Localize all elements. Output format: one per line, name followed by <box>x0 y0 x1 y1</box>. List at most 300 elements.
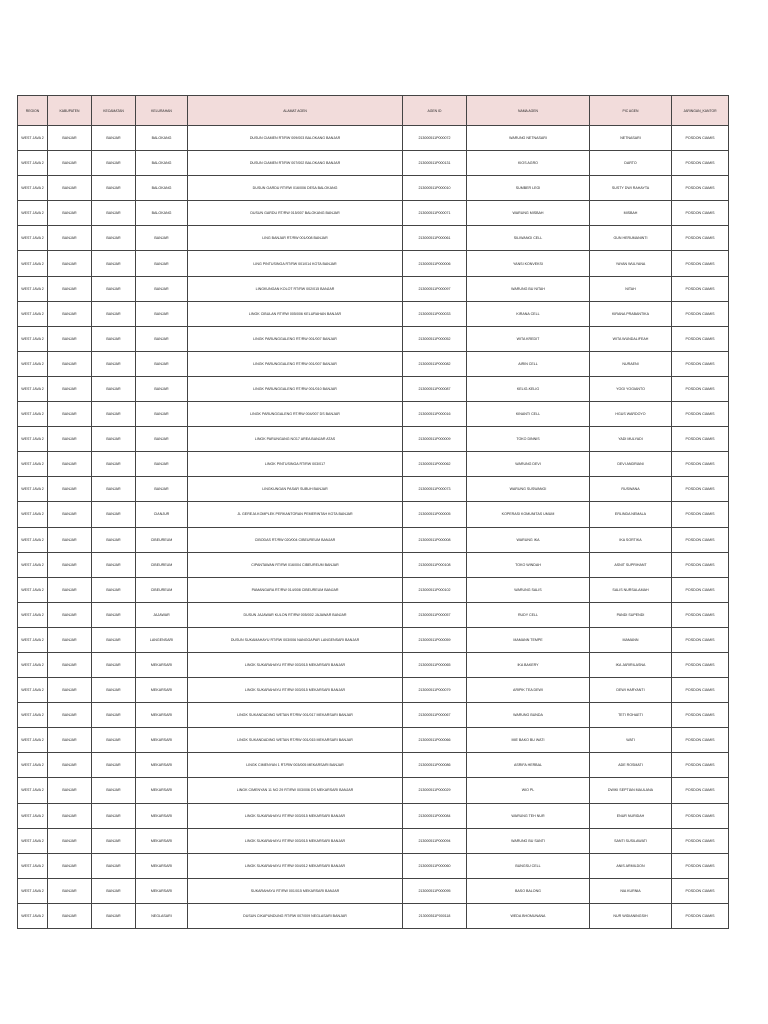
kabupaten-cell: BANJAR <box>48 803 92 828</box>
column-header: NAMA AGEN <box>467 96 590 126</box>
table-row <box>18 427 729 452</box>
table-row <box>18 376 729 401</box>
column-header: JARINGAN_KANTOR <box>672 96 729 126</box>
jaringan-kantor-cell: POSDON CIAMIS <box>672 903 729 928</box>
agen-id-cell: 213000511P000118 <box>403 903 467 928</box>
agen-id-cell: 213000511P000082 <box>403 351 467 376</box>
nama-agen-cell: BASO BALONG <box>467 878 590 903</box>
agen-id-cell: 213000511P000062 <box>403 452 467 477</box>
nama-agen-cell: KIOS AGRO <box>467 151 590 176</box>
kecamatan-cell: BANJAR <box>92 577 136 602</box>
table-row <box>18 878 729 903</box>
table-row <box>18 452 729 477</box>
kabupaten-cell: BANJAR <box>48 276 92 301</box>
kabupaten-cell: BANJAR <box>48 477 92 502</box>
region-cell: WEST JAVA 2 <box>18 477 48 502</box>
region-cell: WEST JAVA 2 <box>18 376 48 401</box>
kelurahan-cell: MEKARSARI <box>136 678 188 703</box>
pic-agen-cell: ENUR NURIDAH <box>590 803 672 828</box>
kecamatan-cell: BANJAR <box>92 803 136 828</box>
column-header: REGION <box>18 96 48 126</box>
table-row <box>18 201 729 226</box>
kecamatan-cell: BANJAR <box>92 728 136 753</box>
kecamatan-cell: BANJAR <box>92 201 136 226</box>
kabupaten-cell: BANJAR <box>48 728 92 753</box>
alamat-cell: DUSUN CIAMEN RT/RW 007/002 BALOKANG BANJAR <box>188 151 403 176</box>
jaringan-kantor-cell: POSDON CIAMIS <box>672 728 729 753</box>
region-cell: WEST JAVA 2 <box>18 703 48 728</box>
table-row <box>18 652 729 677</box>
alamat-cell: SUKARAHAYU RT/RW 001/015 MEKARSARI BANJAR <box>188 878 403 903</box>
nama-agen-cell: BUNGSU CELL <box>467 853 590 878</box>
kelurahan-cell: MEKARSARI <box>136 803 188 828</box>
jaringan-kantor-cell: POSDON CIAMIS <box>672 778 729 803</box>
kelurahan-cell: MEKARSARI <box>136 728 188 753</box>
kecamatan-cell: BANJAR <box>92 326 136 351</box>
table-row <box>18 678 729 703</box>
region-cell: WEST JAVA 2 <box>18 502 48 527</box>
kecamatan-cell: BANJAR <box>92 552 136 577</box>
alamat-cell: DUSUN CIKAPUNDUNG RT/RW 007/009 NEGLASARI BANJAR <box>188 903 403 928</box>
column-header: AGEN ID <box>403 96 467 126</box>
kecamatan-cell: BANJAR <box>92 452 136 477</box>
kecamatan-cell: BANJAR <box>92 703 136 728</box>
agen-id-cell: 213000511P000108 <box>403 552 467 577</box>
jaringan-kantor-cell: POSDON CIAMIS <box>672 878 729 903</box>
alamat-cell: CIBODAS RT/RW 020/004 CIBEUREUM BANJAR <box>188 527 403 552</box>
nama-agen-cell: WARUNG BUNDA <box>467 703 590 728</box>
nama-agen-cell: WARUNG DEVI <box>467 452 590 477</box>
table-row <box>18 326 729 351</box>
table-body <box>18 126 729 929</box>
kelurahan-cell: MEKARSARI <box>136 778 188 803</box>
nama-agen-cell: WARUNG SUSWANGI <box>467 477 590 502</box>
pic-agen-cell: YADI MULYADI <box>590 427 672 452</box>
agen-id-cell: 213000511P000073 <box>403 477 467 502</box>
nama-agen-cell: WARUNG MISBAH <box>467 201 590 226</box>
kelurahan-cell: BALOKANG <box>136 151 188 176</box>
pic-agen-cell: SUSTY DWI RAHAYTA <box>590 176 672 201</box>
kecamatan-cell: BANJAR <box>92 753 136 778</box>
nama-agen-cell: ARIPIK TEA DEWI <box>467 678 590 703</box>
kabupaten-cell: BANJAR <box>48 226 92 251</box>
nama-agen-cell: WARUNG BU SANTI <box>467 828 590 853</box>
kabupaten-cell: BANJAR <box>48 828 92 853</box>
agen-id-cell: 213000511P000059 <box>403 627 467 652</box>
jaringan-kantor-cell: POSDON CIAMIS <box>672 301 729 326</box>
kelurahan-cell: BANJAR <box>136 376 188 401</box>
agen-id-cell: 213000511P000052 <box>403 326 467 351</box>
column-header: KECAMATAN <box>92 96 136 126</box>
pic-agen-cell: ERLINDA NEMALA <box>590 502 672 527</box>
kecamatan-cell: BANJAR <box>92 853 136 878</box>
nama-agen-cell: KINANTI CELL <box>467 402 590 427</box>
region-cell: WEST JAVA 2 <box>18 627 48 652</box>
kabupaten-cell: BANJAR <box>48 376 92 401</box>
pic-agen-cell: TETI ROHAETI <box>590 703 672 728</box>
kecamatan-cell: BANJAR <box>92 126 136 151</box>
kelurahan-cell: BANJAR <box>136 402 188 427</box>
alamat-cell: LINGK CIMENYAN 1 RT/RW 003/005 MEKARSARI BANJAR <box>188 753 403 778</box>
kabupaten-cell: BANJAR <box>48 176 92 201</box>
alamat-cell: LINGK PARUNGGALENG RT/RW 004/007 DS BANJAR <box>188 402 403 427</box>
agen-id-cell: 213000511P000087 <box>403 376 467 401</box>
pic-agen-cell: IKA SORTIKA <box>590 527 672 552</box>
agen-id-cell: 213000511P000094 <box>403 828 467 853</box>
kecamatan-cell: BANJAR <box>92 251 136 276</box>
alamat-cell: LINGK SUKARAHAYU RT/RW 003/015 MEKARSARI BANJAR <box>188 678 403 703</box>
region-cell: WEST JAVA 2 <box>18 126 48 151</box>
kecamatan-cell: BANJAR <box>92 376 136 401</box>
kabupaten-cell: BANJAR <box>48 602 92 627</box>
nama-agen-cell: YANSI KONVEKSI <box>467 251 590 276</box>
table-row <box>18 602 729 627</box>
nama-agen-cell: AIRIN CELL <box>467 351 590 376</box>
table-row <box>18 903 729 928</box>
kecamatan-cell: BANJAR <box>92 151 136 176</box>
region-cell: WEST JAVA 2 <box>18 828 48 853</box>
jaringan-kantor-cell: POSDON CIAMIS <box>672 602 729 627</box>
pic-agen-cell: MAMANN <box>590 627 672 652</box>
jaringan-kantor-cell: POSDON CIAMIS <box>672 828 729 853</box>
pic-agen-cell: SALIS NURSALAMAH <box>590 577 672 602</box>
jaringan-kantor-cell: POSDON CIAMIS <box>672 326 729 351</box>
nama-agen-cell: IKA BAKERY <box>467 652 590 677</box>
jaringan-kantor-cell: POSDON CIAMIS <box>672 577 729 602</box>
kecamatan-cell: BANJAR <box>92 602 136 627</box>
table-row <box>18 351 729 376</box>
kabupaten-cell: BANJAR <box>48 552 92 577</box>
table-row <box>18 853 729 878</box>
nama-agen-cell: MAMANN TEMPE <box>467 627 590 652</box>
jaringan-kantor-cell: POSDON CIAMIS <box>672 853 729 878</box>
nama-agen-cell: KIRANA CELL <box>467 301 590 326</box>
kelurahan-cell: BANJAR <box>136 301 188 326</box>
kecamatan-cell: BANJAR <box>92 351 136 376</box>
kabupaten-cell: BANJAR <box>48 126 92 151</box>
jaringan-kantor-cell: POSDON CIAMIS <box>672 201 729 226</box>
kabupaten-cell: BANJAR <box>48 627 92 652</box>
kelurahan-cell: MEKARSARI <box>136 753 188 778</box>
region-cell: WEST JAVA 2 <box>18 652 48 677</box>
jaringan-kantor-cell: POSDON CIAMIS <box>672 652 729 677</box>
column-header: KABUPATEN <box>48 96 92 126</box>
kecamatan-cell: BANJAR <box>92 176 136 201</box>
table-row <box>18 527 729 552</box>
pic-agen-cell: SANTI SUSILAWATI <box>590 828 672 853</box>
agen-id-cell: 213000511P000084 <box>403 803 467 828</box>
nama-agen-cell: WEDA BHOMUNANA <box>467 903 590 928</box>
agen-id-cell: 213000511P000008 <box>403 527 467 552</box>
kabupaten-cell: BANJAR <box>48 527 92 552</box>
column-header: PIC AGEN <box>590 96 672 126</box>
table-row <box>18 176 729 201</box>
kelurahan-cell: MEKARSARI <box>136 853 188 878</box>
kabupaten-cell: BANJAR <box>48 678 92 703</box>
kabupaten-cell: BANJAR <box>48 577 92 602</box>
kecamatan-cell: BANJAR <box>92 778 136 803</box>
alamat-cell: LINGK PINTUSINGA RT/RW 003/017 <box>188 452 403 477</box>
jaringan-kantor-cell: POSDON CIAMIS <box>672 251 729 276</box>
alamat-cell: LINGK SUKARAHAYU RT/RW 003/015 MEKARSARI BANJAR <box>188 803 403 828</box>
agen-id-cell: 213000511P000072 <box>403 126 467 151</box>
pic-agen-cell: NITAH <box>590 276 672 301</box>
jaringan-kantor-cell: POSDON CIAMIS <box>672 402 729 427</box>
pic-agen-cell: WATI <box>590 728 672 753</box>
kabupaten-cell: BANJAR <box>48 853 92 878</box>
table-row <box>18 226 729 251</box>
pic-agen-cell: NUR WIDIANINGSIH <box>590 903 672 928</box>
nama-agen-cell: RUDY CELL <box>467 602 590 627</box>
table-row <box>18 126 729 151</box>
region-cell: WEST JAVA 2 <box>18 427 48 452</box>
alamat-cell: DUSUN GARDU RT/RW 015/007 BALOKANG BANJAR <box>188 201 403 226</box>
kabupaten-cell: BANJAR <box>48 427 92 452</box>
alamat-cell: JL GEREJA KOMPLEK PERKANTORAN PEMERINTAH KOTA BANJAR <box>188 502 403 527</box>
kabupaten-cell: BANJAR <box>48 753 92 778</box>
agen-id-cell: 213000511P000086 <box>403 753 467 778</box>
alamat-cell: LINGKUNGAN KOLOT RT/RW 002/015 BANJAR <box>188 276 403 301</box>
kelurahan-cell: CIBEUREUM <box>136 527 188 552</box>
nama-agen-cell: WITA KREDIT <box>467 326 590 351</box>
region-cell: WEST JAVA 2 <box>18 226 48 251</box>
alamat-cell: LINGK SUKARAHAYU RT/RW 004/012 MEKARSARI BANJAR <box>188 853 403 878</box>
agen-id-cell: 213000511P000010 <box>403 176 467 201</box>
agen-id-cell: 213000511P000095 <box>403 878 467 903</box>
jaringan-kantor-cell: POSDON CIAMIS <box>672 753 729 778</box>
agen-id-cell: 213000511P000071 <box>403 201 467 226</box>
kelurahan-cell: BANJAR <box>136 477 188 502</box>
alamat-cell: LING BANJAR RT/RW 001/008 BANJAR <box>188 226 403 251</box>
jaringan-kantor-cell: POSDON CIAMIS <box>672 226 729 251</box>
pic-agen-cell: PANDI SUPENDI <box>590 602 672 627</box>
jaringan-kantor-cell: POSDON CIAMIS <box>672 276 729 301</box>
kecamatan-cell: BANJAR <box>92 903 136 928</box>
jaringan-kantor-cell: POSDON CIAMIS <box>672 703 729 728</box>
kabupaten-cell: BANJAR <box>48 351 92 376</box>
region-cell: WEST JAVA 2 <box>18 803 48 828</box>
kelurahan-cell: BALOKANG <box>136 201 188 226</box>
agen-id-cell: 213000511P000033 <box>403 301 467 326</box>
alamat-cell: LINGK PARUNGGALENG RT/RW 001/007 BANJAR <box>188 351 403 376</box>
pic-agen-cell: HGUS WARDOYO <box>590 402 672 427</box>
kabupaten-cell: BANJAR <box>48 502 92 527</box>
jaringan-kantor-cell: POSDON CIAMIS <box>672 477 729 502</box>
kelurahan-cell: BANJAR <box>136 427 188 452</box>
pic-agen-cell: IKA JARIRILASNA <box>590 652 672 677</box>
pic-agen-cell: RUSWANA <box>590 477 672 502</box>
agen-id-cell: 213000511P000079 <box>403 678 467 703</box>
kelurahan-cell: MEKARSARI <box>136 652 188 677</box>
jaringan-kantor-cell: POSDON CIAMIS <box>672 126 729 151</box>
pic-agen-cell: NURAENI <box>590 351 672 376</box>
kelurahan-cell: CIBEUREUM <box>136 577 188 602</box>
region-cell: WEST JAVA 2 <box>18 402 48 427</box>
kecamatan-cell: BANJAR <box>92 828 136 853</box>
table-row <box>18 703 729 728</box>
kabupaten-cell: BANJAR <box>48 703 92 728</box>
kabupaten-cell: BANJAR <box>48 201 92 226</box>
jaringan-kantor-cell: POSDON CIAMIS <box>672 627 729 652</box>
alamat-cell: LINGK CIBULAN RT/RW 005/006 KELURAHAN BANJAR <box>188 301 403 326</box>
region-cell: WEST JAVA 2 <box>18 552 48 577</box>
agen-id-cell: 213000511P000029 <box>403 778 467 803</box>
jaringan-kantor-cell: POSDON CIAMIS <box>672 427 729 452</box>
region-cell: WEST JAVA 2 <box>18 577 48 602</box>
jaringan-kantor-cell: POSDON CIAMIS <box>672 176 729 201</box>
kelurahan-cell: BANJAR <box>136 226 188 251</box>
jaringan-kantor-cell: POSDON CIAMIS <box>672 527 729 552</box>
pic-agen-cell: DEWI HARYANTI <box>590 678 672 703</box>
agen-id-cell: 213000511P000009 <box>403 427 467 452</box>
agen-id-cell: 213000511P000065 <box>403 652 467 677</box>
kecamatan-cell: BANJAR <box>92 301 136 326</box>
nama-agen-cell: WARUNG NETNASARI <box>467 126 590 151</box>
kabupaten-cell: BANJAR <box>48 878 92 903</box>
kecamatan-cell: BANJAR <box>92 527 136 552</box>
alamat-cell: LINGK PARUNGANG NO17 AREA BANJAR ATAS <box>188 427 403 452</box>
pic-agen-cell: NETNASARI <box>590 126 672 151</box>
kelurahan-cell: MEKARSARI <box>136 828 188 853</box>
kelurahan-cell: LANGENSARI <box>136 627 188 652</box>
region-cell: WEST JAVA 2 <box>18 678 48 703</box>
region-cell: WEST JAVA 2 <box>18 878 48 903</box>
agen-id-cell: 213000511P000102 <box>403 577 467 602</box>
nama-agen-cell: TOKO WINDAH <box>467 552 590 577</box>
table-row <box>18 803 729 828</box>
region-cell: WEST JAVA 2 <box>18 276 48 301</box>
table-row <box>18 728 729 753</box>
alamat-cell: DUSUN JAJAWAR KULON RT/RW 005/002 JAJAWAR BANJAR <box>188 602 403 627</box>
jaringan-kantor-cell: POSDON CIAMIS <box>672 151 729 176</box>
table-row <box>18 251 729 276</box>
table-row <box>18 502 729 527</box>
kelurahan-cell: BANJAR <box>136 326 188 351</box>
jaringan-kantor-cell: POSDON CIAMIS <box>672 351 729 376</box>
agen-id-cell: 213000511P000016 <box>403 402 467 427</box>
region-cell: WEST JAVA 2 <box>18 151 48 176</box>
agen-id-cell: 213000511P000097 <box>403 276 467 301</box>
jaringan-kantor-cell: POSDON CIAMIS <box>672 678 729 703</box>
header-row <box>18 96 729 126</box>
jaringan-kantor-cell: POSDON CIAMIS <box>672 552 729 577</box>
pic-agen-cell: YAYAN WULYANA <box>590 251 672 276</box>
kecamatan-cell: BANJAR <box>92 402 136 427</box>
region-cell: WEST JAVA 2 <box>18 728 48 753</box>
alamat-cell: DUSUN GARDU RT/RW 016/006 DESA BALOKANG <box>188 176 403 201</box>
pic-agen-cell: ADE ROSMATI <box>590 753 672 778</box>
kabupaten-cell: BANJAR <box>48 326 92 351</box>
column-header: ALAMAT AGEN <box>188 96 403 126</box>
nama-agen-cell: KELIG-KELIG <box>467 376 590 401</box>
region-cell: WEST JAVA 2 <box>18 301 48 326</box>
alamat-cell: LINGK SUKARAHAYU RT/RW 003/015 MEKARSARI BANJAR <box>188 828 403 853</box>
pic-agen-cell: YOGI YOGIANTO <box>590 376 672 401</box>
kelurahan-cell: BANJAR <box>136 452 188 477</box>
pic-agen-cell: DEVI ANDRIANI <box>590 452 672 477</box>
table-row <box>18 151 729 176</box>
kabupaten-cell: BANJAR <box>48 301 92 326</box>
alamat-cell: LINGK PARUNGGALENG RT/RW 001/010 BANJAR <box>188 376 403 401</box>
pic-agen-cell: DWIKI SEPTIAN MAULANA <box>590 778 672 803</box>
nama-agen-cell: WIO PL <box>467 778 590 803</box>
kecamatan-cell: BANJAR <box>92 652 136 677</box>
nama-agen-cell: KOPERASI KOMUNITAS UMUM <box>467 502 590 527</box>
kecamatan-cell: BANJAR <box>92 427 136 452</box>
alamat-cell: LINGK SUKANDADING WETAN RT/RW 001/015 MEKARSARI BANJAR <box>188 728 403 753</box>
table-row <box>18 552 729 577</box>
agen-id-cell: 213000511P000067 <box>403 703 467 728</box>
region-cell: WEST JAVA 2 <box>18 251 48 276</box>
kabupaten-cell: BANJAR <box>48 778 92 803</box>
kecamatan-cell: BANJAR <box>92 627 136 652</box>
table-row <box>18 577 729 602</box>
table-header <box>18 96 729 126</box>
agen-id-cell: 213000511P000057 <box>403 602 467 627</box>
alamat-cell: LING PINTUSINGA RT/RW 001/014 KOTA BANJAR <box>188 251 403 276</box>
nama-agen-cell: WARUNG IKA <box>467 527 590 552</box>
alamat-cell: LINGK PARUNGGALENG RT/RW 001/007 BANJAR <box>188 326 403 351</box>
pic-agen-cell: DARTO <box>590 151 672 176</box>
nama-agen-cell: WARUNG TEH NUR <box>467 803 590 828</box>
region-cell: WEST JAVA 2 <box>18 853 48 878</box>
pic-agen-cell: ANIS ARMILDON <box>590 853 672 878</box>
alamat-cell: CIPANTAWAN RT/RW 016/004 CIBEUREUM BANJAR <box>188 552 403 577</box>
kabupaten-cell: BANJAR <box>48 251 92 276</box>
jaringan-kantor-cell: POSDON CIAMIS <box>672 502 729 527</box>
kelurahan-cell: BALOKANG <box>136 126 188 151</box>
jaringan-kantor-cell: POSDON CIAMIS <box>672 452 729 477</box>
kabupaten-cell: BANJAR <box>48 652 92 677</box>
agen-id-cell: 213000511P000060 <box>403 853 467 878</box>
kecamatan-cell: BANJAR <box>92 226 136 251</box>
region-cell: WEST JAVA 2 <box>18 903 48 928</box>
kelurahan-cell: JAJAWAR <box>136 602 188 627</box>
nama-agen-cell: SILIWANGI CELL <box>467 226 590 251</box>
jaringan-kantor-cell: POSDON CIAMIS <box>672 803 729 828</box>
kelurahan-cell: BALOKANG <box>136 176 188 201</box>
kabupaten-cell: BANJAR <box>48 151 92 176</box>
kelurahan-cell: BANJAR <box>136 251 188 276</box>
kelurahan-cell: CIANJUR <box>136 502 188 527</box>
nama-agen-cell: WARUNG SALIS <box>467 577 590 602</box>
table-row <box>18 627 729 652</box>
kelurahan-cell: NEGLASARI <box>136 903 188 928</box>
alamat-cell: LINGK SUKANDADING WETAN RT/RW 001/017 MEKARSARI BANJAR <box>188 703 403 728</box>
table-row <box>18 276 729 301</box>
pic-agen-cell: KIRANA PRABANTIKA <box>590 301 672 326</box>
kecamatan-cell: BANJAR <box>92 477 136 502</box>
agen-id-cell: 213000511P000061 <box>403 226 467 251</box>
kelurahan-cell: MEKARSARI <box>136 878 188 903</box>
alamat-cell: LINGKUNGAN PASAR SUBUH BANJAR <box>188 477 403 502</box>
region-cell: WEST JAVA 2 <box>18 452 48 477</box>
nama-agen-cell: TOKO DINNIS <box>467 427 590 452</box>
nama-agen-cell: MIE BAKO BU WATI <box>467 728 590 753</box>
table-row <box>18 828 729 853</box>
table-row <box>18 753 729 778</box>
kelurahan-cell: MEKARSARI <box>136 703 188 728</box>
alamat-cell: PAMANGARA RT/RW 014/008 CIBEUREUM BANJAR <box>188 577 403 602</box>
nama-agen-cell: WARUNG BU NITAH <box>467 276 590 301</box>
alamat-cell: DUSUN SUKAMAHAYU RT/RW 003/006 NANGGAPAR LANGENSARI BANJAR <box>188 627 403 652</box>
alamat-cell: LINGK SUKARAHAYU RT/RW 003/015 MEKARSARI BANJAR <box>188 652 403 677</box>
agen-id-cell: 213000511P000066 <box>403 728 467 753</box>
region-cell: WEST JAVA 2 <box>18 351 48 376</box>
kecamatan-cell: BANJAR <box>92 678 136 703</box>
agent-table <box>17 95 729 929</box>
region-cell: WEST JAVA 2 <box>18 753 48 778</box>
